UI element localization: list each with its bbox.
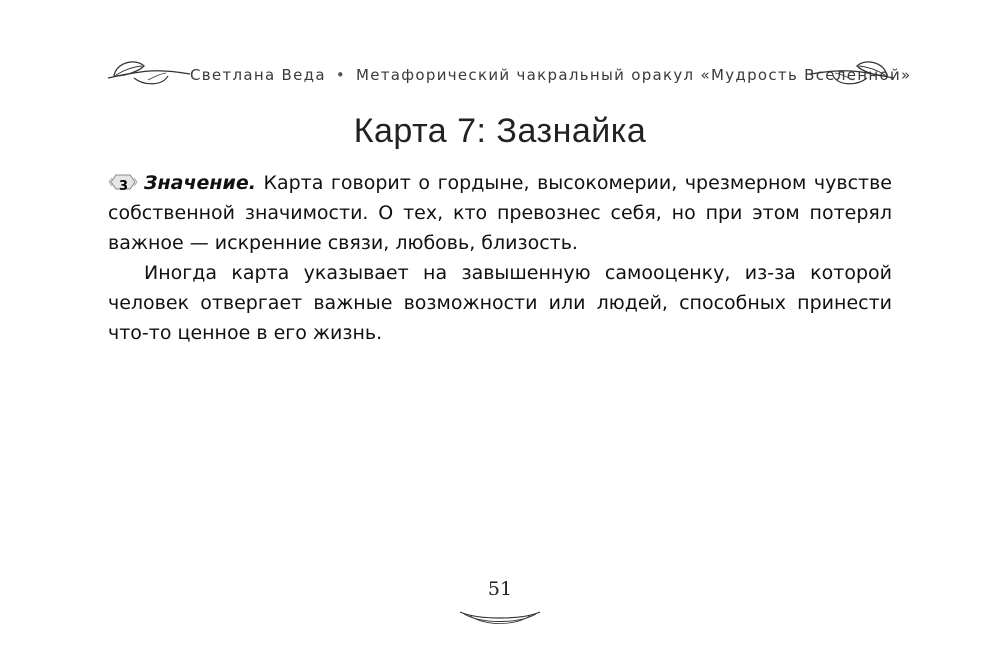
term-meaning: Значение.	[144, 172, 256, 194]
chakra-badge-icon	[108, 172, 138, 192]
running-header	[0, 56, 1000, 96]
header-author: Светлана Веда	[190, 66, 326, 84]
header-book-title: Метафорический чакральный оракул «Мудрость Вселенной»	[355, 66, 912, 84]
header-separator: •	[335, 66, 346, 84]
leaf-ornament-right-icon	[807, 56, 897, 92]
paragraph-meaning-text: Карта говорит о гордыне, высокомерии, чрезмерном чувстве собственной значимости. О тех, кто превознес себя, но при этом потерял важное — искренние связи, любовь, близость.	[108, 172, 892, 254]
header-text	[190, 66, 912, 84]
page-number: 51	[487, 578, 513, 600]
swash-ornament-icon	[458, 606, 542, 628]
leaf-ornament-left-icon	[104, 56, 194, 92]
body-text	[108, 168, 892, 348]
page-title: Карта 7: Зазнайка	[353, 112, 647, 150]
chakra-number: 3	[119, 179, 129, 194]
paragraph-meaning	[108, 168, 892, 258]
paragraph-second: Иногда карта указывает на завышенную самооценку, из-за которой человек отвергает важные возможности или людей, способных принести что-то ценное в его жизнь.	[108, 262, 892, 344]
